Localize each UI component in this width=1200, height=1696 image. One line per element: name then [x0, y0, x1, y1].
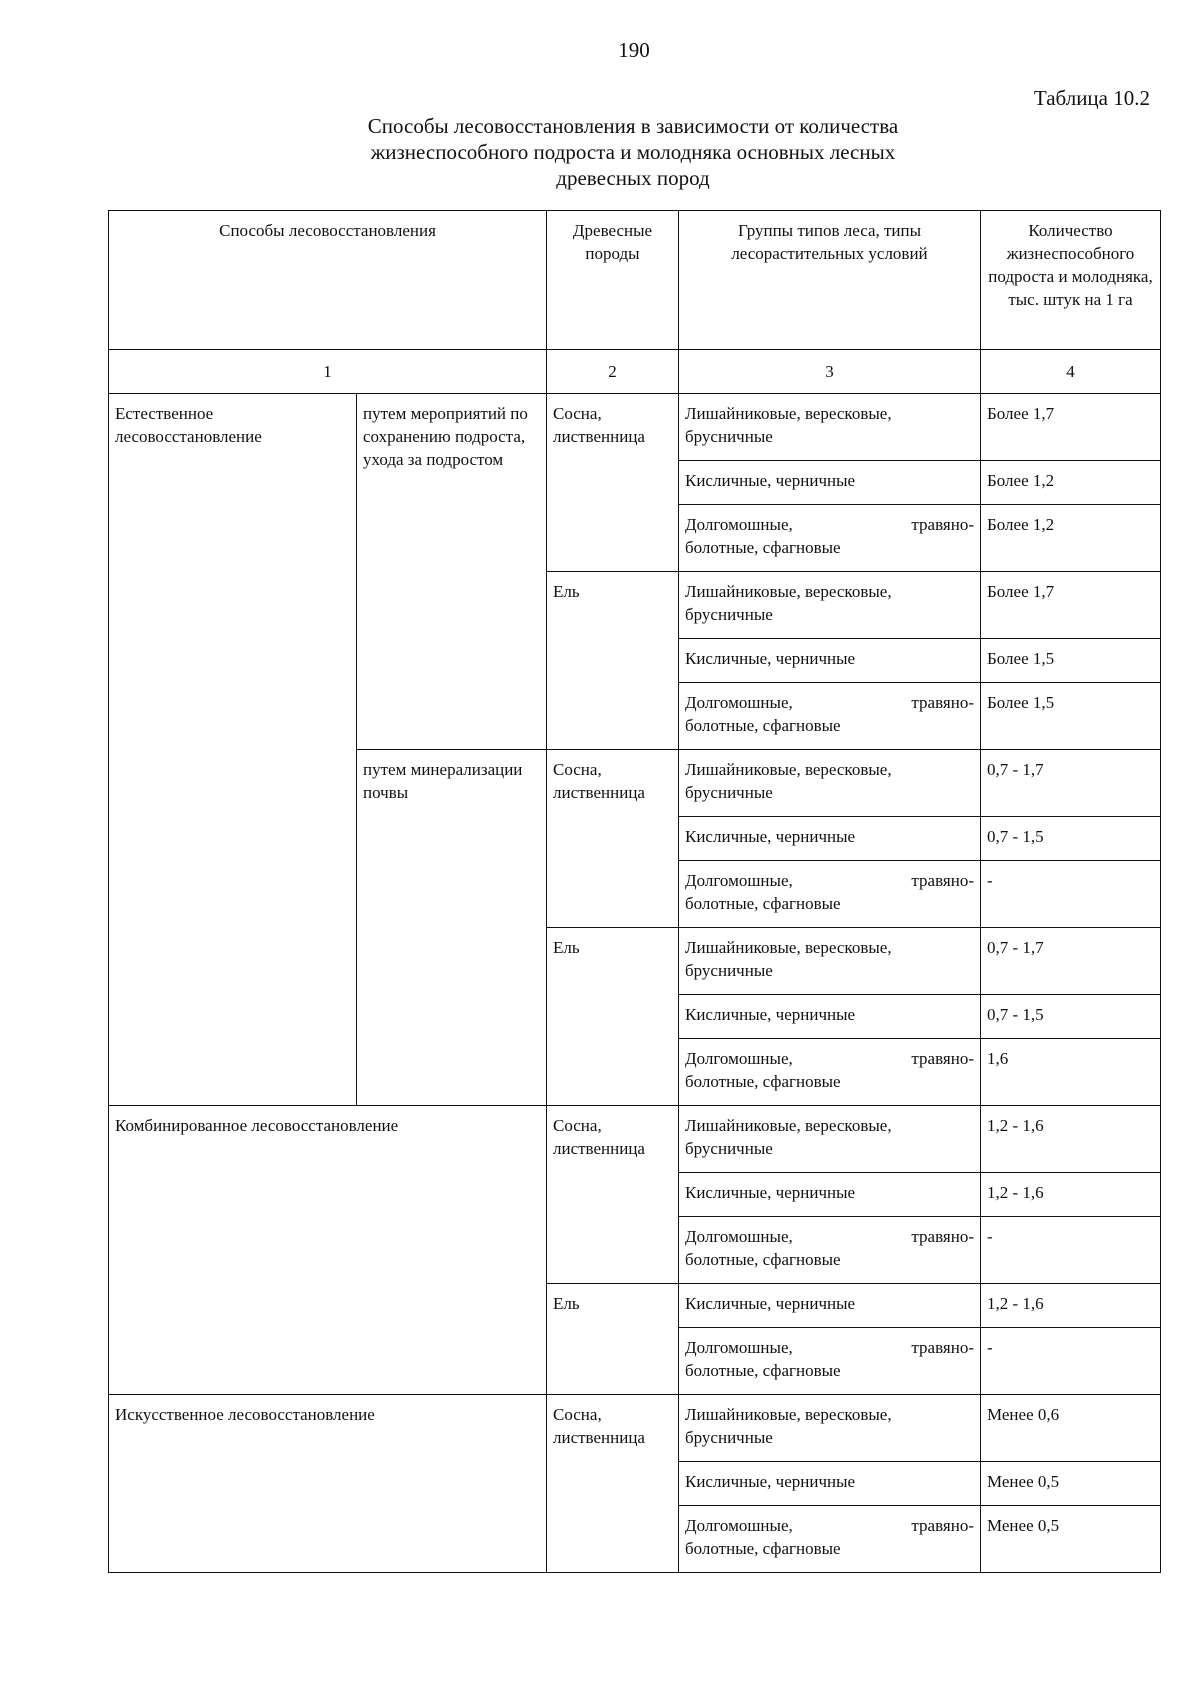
- forest-type-oxalis: Кисличные, черничные: [679, 817, 981, 861]
- forest-type-moss-a: Долгомошные,: [685, 1227, 793, 1246]
- value-cell: Более 1,5: [981, 639, 1161, 683]
- forest-type-lichen: Лишайниковые, вересковые, брусничные: [679, 1106, 981, 1173]
- column-number: 3: [679, 350, 981, 394]
- column-number-row: [109, 350, 1161, 394]
- table-header-row: [109, 211, 1161, 350]
- forest-type-lichen: Лишайниковые, вересковые, брусничные: [679, 928, 981, 995]
- method-natural-sub1: путем мероприятий по сохранению подроста, ухода за подростом: [357, 394, 547, 750]
- title-line: Способы лесовосстановления в зависимости от количества: [367, 114, 899, 138]
- header-methods: Способы лесовосстановления: [109, 211, 547, 350]
- forest-type-moss-a: Долгомошные,: [685, 693, 793, 712]
- value-cell: Менее 0,5: [981, 1462, 1161, 1506]
- page-number: 190: [618, 38, 650, 62]
- value-cell: Менее 0,5: [981, 1506, 1161, 1573]
- column-number: 1: [109, 350, 547, 394]
- forest-type-moss-a: Долгомошные,: [685, 871, 793, 890]
- forest-type-moss-c: болотные, сфагновые: [685, 1539, 841, 1558]
- forest-type-lichen: Лишайниковые, вересковые, брусничные: [679, 572, 981, 639]
- forest-type-oxalis: Кисличные, черничные: [679, 639, 981, 683]
- forest-type-oxalis: Кисличные, черничные: [679, 1462, 981, 1506]
- value-cell: -: [981, 1328, 1161, 1395]
- title-line: жизнеспособного подроста и молодняка основных лесных: [370, 140, 896, 164]
- species-spruce: Ель: [547, 572, 679, 750]
- value-cell: 0,7 - 1,5: [981, 995, 1161, 1039]
- forest-type-oxalis: Кисличные, черничные: [679, 1173, 981, 1217]
- column-number: 4: [981, 350, 1161, 394]
- method-artificial: Искусственное лесовосстановление: [109, 1395, 547, 1573]
- table-row: [109, 394, 1161, 461]
- forest-type-moss: [679, 1039, 981, 1106]
- forest-type-moss: [679, 861, 981, 928]
- method-combined: Комбинированное лесовосстановление: [109, 1106, 547, 1395]
- forest-type-moss: [679, 1328, 981, 1395]
- value-cell: Более 1,2: [981, 461, 1161, 505]
- forest-type-moss-c: болотные, сфагновые: [685, 538, 841, 557]
- forest-type-moss: [679, 683, 981, 750]
- forest-type-lichen: Лишайниковые, вересковые, брусничные: [679, 1395, 981, 1462]
- value-cell: 0,7 - 1,5: [981, 817, 1161, 861]
- forest-type-moss-a: Долгомошные,: [685, 1338, 793, 1357]
- value-cell: 0,7 - 1,7: [981, 928, 1161, 995]
- value-cell: 1,2 - 1,6: [981, 1284, 1161, 1328]
- table-row: [109, 1395, 1161, 1462]
- forest-type-moss-b: травяно-: [911, 1338, 974, 1357]
- forest-type-moss-c: болотные, сфагновые: [685, 894, 841, 913]
- forest-type-oxalis: Кисличные, черничные: [679, 461, 981, 505]
- column-number: 2: [547, 350, 679, 394]
- title-line: древесных пород: [556, 166, 710, 190]
- forest-type-oxalis: Кисличные, черничные: [679, 995, 981, 1039]
- forest-type-lichen: Лишайниковые, вересковые, брусничные: [679, 750, 981, 817]
- value-cell: -: [981, 1217, 1161, 1284]
- value-cell: 1,2 - 1,6: [981, 1106, 1161, 1173]
- forest-type-oxalis: Кисличные, черничные: [679, 1284, 981, 1328]
- forest-type-moss-a: Долгомошные,: [685, 1516, 793, 1535]
- value-cell: 1,2 - 1,6: [981, 1173, 1161, 1217]
- species-spruce: Ель: [547, 928, 679, 1106]
- value-cell: Более 1,2: [981, 505, 1161, 572]
- value-cell: Более 1,5: [981, 683, 1161, 750]
- forest-type-moss-c: болотные, сфагновые: [685, 1361, 841, 1380]
- value-cell: Более 1,7: [981, 572, 1161, 639]
- value-cell: Менее 0,6: [981, 1395, 1161, 1462]
- value-cell: 1,6: [981, 1039, 1161, 1106]
- forest-type-moss: [679, 1217, 981, 1284]
- species-spruce: Ель: [547, 1284, 679, 1395]
- forest-type-moss-b: травяно-: [911, 871, 974, 890]
- forest-type-moss-b: травяно-: [911, 693, 974, 712]
- header-forest-types: Группы типов леса, типы лесорастительных условий: [679, 211, 981, 350]
- forest-type-moss-c: болотные, сфагновые: [685, 1250, 841, 1269]
- forest-type-moss-c: болотные, сфагновые: [685, 1072, 841, 1091]
- forest-type-moss-b: травяно-: [911, 1516, 974, 1535]
- forest-type-lichen: Лишайниковые, вересковые, брусничные: [679, 394, 981, 461]
- forest-type-moss-b: травяно-: [911, 515, 974, 534]
- species-pine-larch: Сосна, лиственница: [547, 394, 679, 572]
- forest-type-moss-b: травяно-: [911, 1227, 974, 1246]
- header-count: Количество жизнеспособного подроста и молодняка, тыс. штук на 1 га: [981, 211, 1161, 350]
- table-title: [108, 113, 1158, 191]
- reforestation-table: [108, 210, 1161, 1573]
- table-label: Таблица 10.2: [1033, 86, 1150, 110]
- value-cell: Более 1,7: [981, 394, 1161, 461]
- header-species: Древесные породы: [547, 211, 679, 350]
- forest-type-moss: [679, 1506, 981, 1573]
- value-cell: 0,7 - 1,7: [981, 750, 1161, 817]
- species-pine-larch: Сосна, лиственница: [547, 1106, 679, 1284]
- method-natural-sub2: путем минерализации почвы: [357, 750, 547, 1106]
- species-pine-larch: Сосна, лиственница: [547, 1395, 679, 1573]
- method-natural: Естественное лесовосстановление: [109, 394, 357, 1106]
- forest-type-moss-b: травяно-: [911, 1049, 974, 1068]
- species-pine-larch: Сосна, лиственница: [547, 750, 679, 928]
- forest-type-moss-c: болотные, сфагновые: [685, 716, 841, 735]
- value-cell: -: [981, 861, 1161, 928]
- forest-type-moss-a: Долгомошные,: [685, 1049, 793, 1068]
- forest-type-moss: [679, 505, 981, 572]
- table-row: [109, 1106, 1161, 1173]
- forest-type-moss-a: Долгомошные,: [685, 515, 793, 534]
